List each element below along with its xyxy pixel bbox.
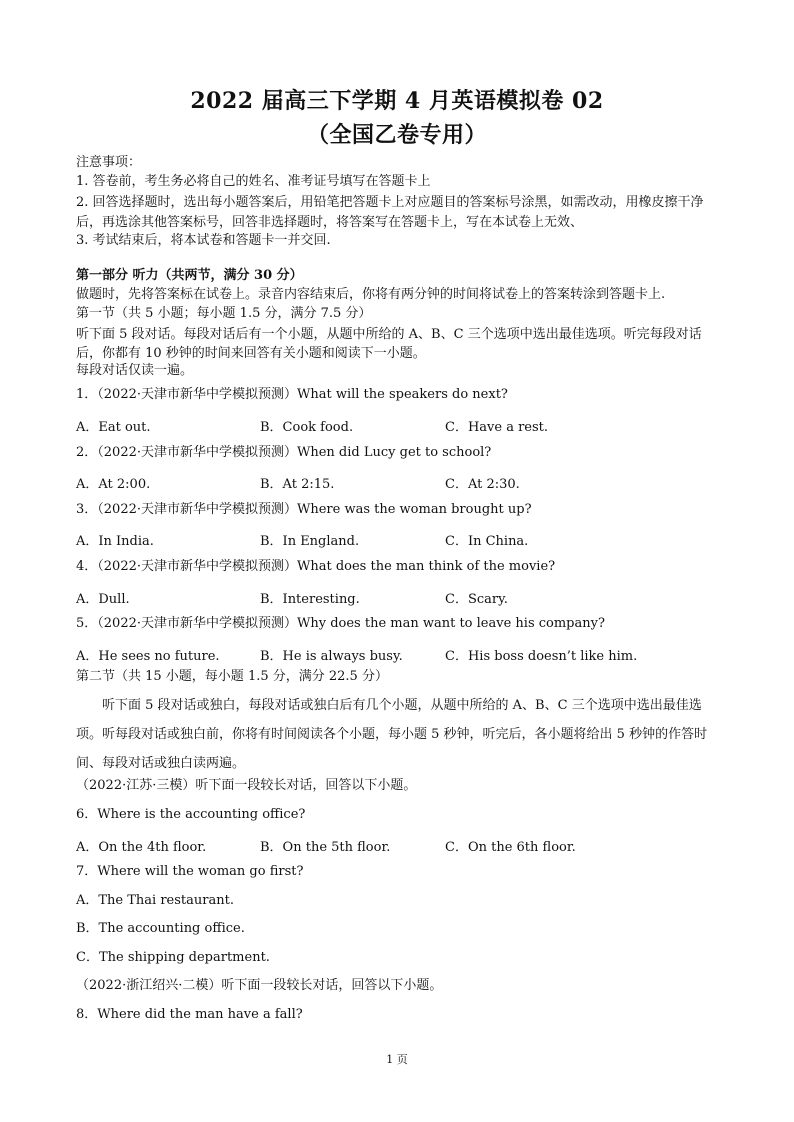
exam-title: 2022 届高三下学期 4 月英语模拟卷 02 [190,88,604,114]
question-5-option-c: C．His boss doesn’t like him. [445,649,638,664]
question-3-option-a: A．In India. [76,534,154,549]
question-4-option-a: A．Dull. [76,592,130,607]
question-4-option-b: B．Interesting. [260,592,360,607]
page-number: 1 页 [386,1053,408,1066]
group2-intro: （2022·浙江绍兴·二模）听下面一段较长对话，回答以下小题。 [76,978,443,993]
question-2-stem: 2．（2022·天津市新华中学模拟预测）When did Lucy get to school? [76,445,492,460]
exam-subtitle: （全国乙卷专用） [306,122,487,148]
question-3-option-c: C．In China. [445,534,529,549]
question-1-option-a: A．Eat out. [76,420,151,435]
question-6-option-a: A．On the 4th floor. [76,840,207,855]
section2-instructions: 听下面 5 段对话或独白，每段对话或独白后有几个小题，从题中所给的 A、B、C 三个选项中选出最佳选项。听每段对话或独白前，你将有时间阅读各个小题，每小题 5 秒钟，听完后，各小题将给出 5 秒钟的作答时间、每段对话或独白读两遍。 [76,698,708,771]
question-5-stem: 5．（2022·天津市新华中学模拟预测）Why does the man want to leave his company? [76,616,605,631]
section1-heading: 第一节（共 5 小题；每小题 1.5 分，满分 7.5 分） [76,306,372,321]
question-2-option-a: A．At 2:00. [76,477,151,492]
question-6-option-c: C．On the 6th floor. [445,840,576,855]
question-2-option-b: B．At 2:15. [260,477,335,492]
section1-instructions: 听下面 5 段对话。每段对话后有一个小题，从题中所给的 A、B、C 三个选项中选出最佳选项。听完每段对话后，你都有 10 秒钟的时间来回答有关小题和阅读下一小题。 [76,327,702,361]
section1-note: 每段对话仅读一遍。 [76,363,194,378]
question-7-stem: 7．Where will the woman go first? [76,864,304,879]
question-2-option-c: C．At 2:30. [445,477,520,492]
question-6-option-b: B．On the 5th floor. [260,840,391,855]
question-1-option-c: C．Have a rest. [445,420,549,435]
notice-heading: 注意事项： [76,155,142,170]
question-5-option-b: B．He is always busy. [260,649,403,664]
question-3-stem: 3．（2022·天津市新华中学模拟预测）Where was the woman brought up? [76,502,532,517]
notice-item-3: 3. 考试结束后，将本试卷和答题卡一并交回. [76,233,331,248]
question-4-option-c: C．Scary. [445,592,508,607]
question-5-option-a: A．He sees no future. [76,649,220,664]
question-4-stem: 4．（2022·天津市新华中学模拟预测）What does the man think of the movie? [76,559,556,574]
question-3-option-b: B．In England. [260,534,360,549]
question-7-option-a: A．The Thai restaurant. [76,893,234,908]
part1-intro: 做题时，先将答案标在试卷上。录音内容结束后，你将有两分钟的时间将试卷上的答案转涂到答题卡上. [76,287,666,302]
question-7-option-c: C．The shipping department. [76,950,270,965]
part1-heading: 第一部分 听力（共两节，满分 30 分） [76,268,303,283]
question-8-stem: 8．Where did the man have a fall? [76,1007,303,1022]
notice-item-2: 2. 回答选择题时，选出每小题答案后，用铅笔把答题卡上对应题目的答案标号涂黑，如需改动，用橡皮擦干净后，再选涂其他答案标号，回答非选择题时，将答案写在答题卡上，写在本试卷上无效、 [76,195,704,230]
question-1-option-b: B．Cook food. [260,420,354,435]
question-7-option-b: B．The accounting office. [76,921,245,936]
question-1-stem: 1．（2022·天津市新华中学模拟预测）What will the speakers do next? [76,387,508,402]
question-6-stem: 6．Where is the accounting office? [76,807,306,822]
notice-item-1: 1. 答卷前，考生务必将自己的姓名、准考证号填写在答题卡上 [76,174,431,189]
group1-intro: （2022·江苏·三模）听下面一段较长对话，回答以下小题。 [76,778,417,793]
section2-heading: 第二节（共 15 小题，每小题 1.5 分，满分 22.5 分） [76,669,388,684]
